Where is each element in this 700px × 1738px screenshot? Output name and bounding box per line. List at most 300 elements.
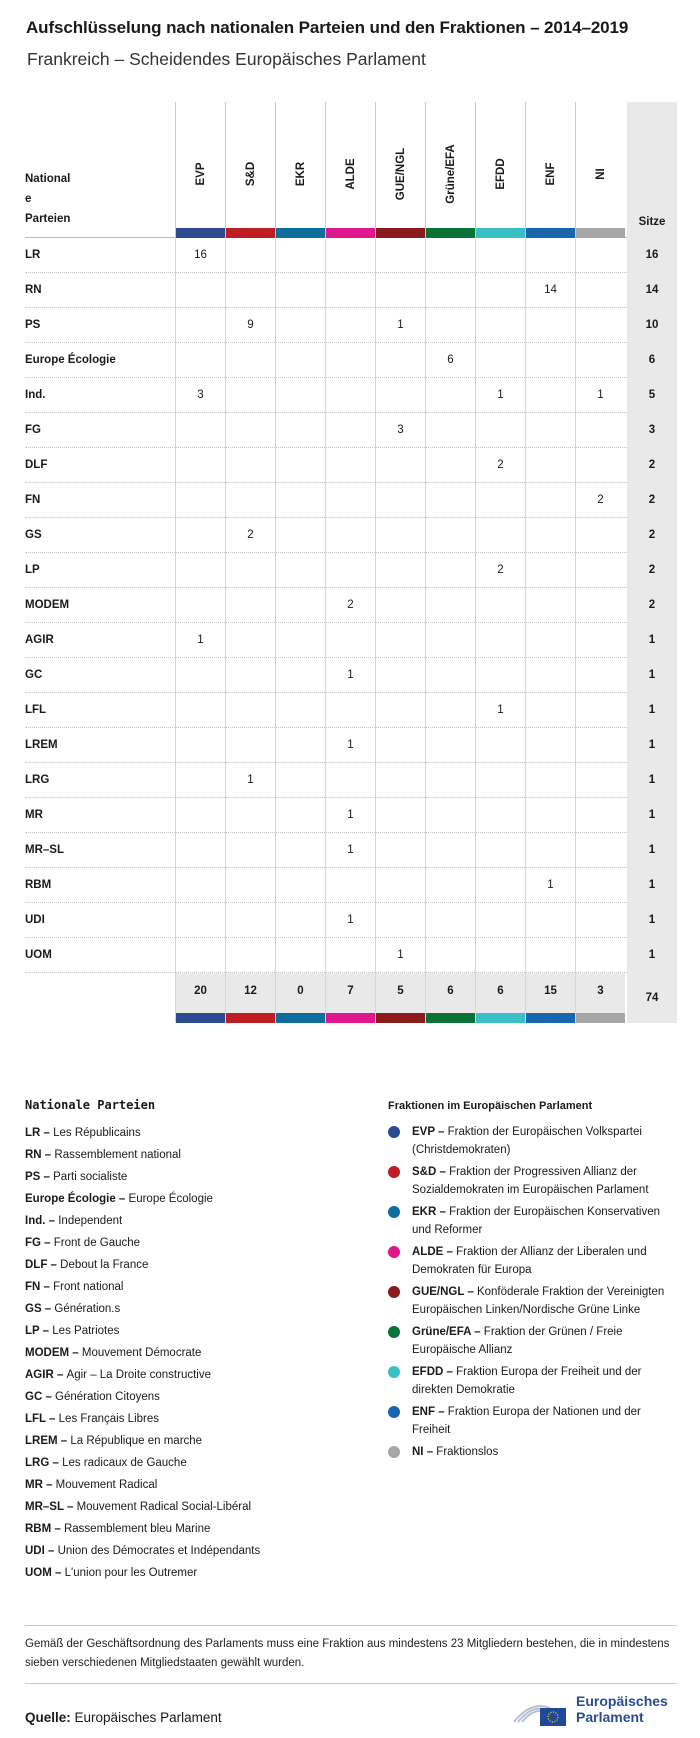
seat-cell: 3 xyxy=(175,378,225,413)
table-row xyxy=(25,553,677,588)
seat-cell xyxy=(425,798,475,833)
seat-cell xyxy=(175,903,225,938)
footnote: Gemäß der Geschäftsordnung des Parlaments muss eine Fraktion aus mindestens 23 Mitgliedern bestehen, die in mindestens sieben verschiedenen Mitgliedstaaten gewählt wurden. xyxy=(25,1625,677,1684)
party-legend-name: L'union pour les Outremer xyxy=(64,1567,198,1579)
seat-cell xyxy=(175,868,225,903)
group-total xyxy=(425,973,475,1023)
group-legend-item xyxy=(388,1403,680,1443)
party-legend-abbr: GS – xyxy=(25,1303,55,1315)
seat-cell xyxy=(375,588,425,623)
row-total: 1 xyxy=(627,658,677,693)
seat-cell xyxy=(425,273,475,308)
seat-cell: 3 xyxy=(375,413,425,448)
seat-cell xyxy=(275,273,325,308)
seat-cell xyxy=(575,413,625,448)
group-column-header xyxy=(325,102,375,238)
seat-cell xyxy=(575,448,625,483)
party-name: LRG xyxy=(25,774,50,786)
seat-cell xyxy=(325,763,375,798)
row-total: 1 xyxy=(627,763,677,798)
seat-cell xyxy=(225,833,275,868)
seat-cell xyxy=(575,868,625,903)
group-color-bar xyxy=(376,228,425,238)
group-color-bar xyxy=(326,228,375,238)
group-color-bar xyxy=(226,228,275,238)
party-legend-heading: Nationale Parteien xyxy=(25,1098,156,1112)
party-legend-item xyxy=(25,1342,365,1364)
seat-cell xyxy=(525,938,575,973)
seat-cell xyxy=(275,903,325,938)
seat-cell: 1 xyxy=(475,378,525,413)
group-legend-abbr: GUE/NGL – xyxy=(412,1286,477,1298)
seat-table xyxy=(25,102,677,1023)
seats-column-header xyxy=(627,102,677,238)
seat-cell: 1 xyxy=(375,308,425,343)
party-legend-abbr: Europe Écologie – xyxy=(25,1193,129,1205)
grand-total: 74 xyxy=(627,973,677,1023)
seat-cell xyxy=(525,623,575,658)
group-color-dot-icon xyxy=(388,1166,400,1178)
party-legend-item xyxy=(25,1122,365,1144)
seat-cell xyxy=(225,693,275,728)
group-column-header xyxy=(475,102,525,238)
seat-cell xyxy=(425,238,475,273)
seat-cell xyxy=(275,448,325,483)
party-legend-name: Union des Démocrates et Indépendants xyxy=(57,1545,261,1557)
seat-cell xyxy=(575,938,625,973)
seat-cell xyxy=(225,273,275,308)
seat-cell xyxy=(275,483,325,518)
table-row xyxy=(25,588,677,623)
party-legend-item xyxy=(25,1452,365,1474)
seat-cell xyxy=(225,238,275,273)
party-legend-abbr: PS – xyxy=(25,1171,54,1183)
party-legend xyxy=(25,1098,365,1584)
group-color-bar xyxy=(576,1013,625,1023)
seat-cell xyxy=(525,238,575,273)
party-legend-item xyxy=(25,1298,365,1320)
party-name: RBM xyxy=(25,879,52,891)
seat-cell xyxy=(325,483,375,518)
seat-cell: 16 xyxy=(175,238,225,273)
seat-cell xyxy=(525,728,575,763)
party-legend-abbr: LP – xyxy=(25,1325,53,1337)
group-color-dot-icon xyxy=(388,1286,400,1298)
party-legend-item xyxy=(25,1496,365,1518)
seat-cell xyxy=(575,833,625,868)
party-name: UOM xyxy=(25,949,52,961)
seat-cell xyxy=(375,343,425,378)
group-color-bar xyxy=(426,228,475,238)
party-legend-name: Mouvement Radical Social-Libéral xyxy=(76,1501,252,1513)
group-legend-heading: Fraktionen im Europäischen Parlament xyxy=(388,1100,593,1112)
seat-cell xyxy=(525,693,575,728)
seat-cell xyxy=(525,763,575,798)
seat-cell xyxy=(525,553,575,588)
group-column-header xyxy=(375,102,425,238)
seat-cell xyxy=(275,413,325,448)
seat-cell xyxy=(275,623,325,658)
seat-cell xyxy=(275,658,325,693)
seat-cell xyxy=(225,903,275,938)
seat-cell xyxy=(275,308,325,343)
source-value: Europäisches Parlament xyxy=(74,1710,222,1725)
row-total: 1 xyxy=(627,868,677,903)
seat-cell xyxy=(325,518,375,553)
party-legend-item xyxy=(25,1210,365,1232)
seat-cell xyxy=(375,798,425,833)
seat-cell xyxy=(325,868,375,903)
group-color-dot-icon xyxy=(388,1206,400,1218)
party-legend-abbr: GC – xyxy=(25,1391,56,1403)
seat-cell xyxy=(475,938,525,973)
seat-cell xyxy=(325,413,375,448)
group-color-bar xyxy=(376,1013,425,1023)
seat-cell xyxy=(475,343,525,378)
seat-cell xyxy=(175,483,225,518)
group-color-dot-icon xyxy=(388,1246,400,1258)
group-total-value: 15 xyxy=(544,985,557,997)
seat-cell xyxy=(525,798,575,833)
row-total: 1 xyxy=(627,623,677,658)
seat-cell: 9 xyxy=(225,308,275,343)
seat-cell: 2 xyxy=(325,588,375,623)
party-legend-abbr: DLF – xyxy=(25,1259,61,1271)
party-legend-item xyxy=(25,1232,365,1254)
party-legend-item xyxy=(25,1474,365,1496)
party-legend-name: Rassemblement bleu Marine xyxy=(63,1523,211,1535)
seat-cell: 1 xyxy=(325,903,375,938)
seat-cell: 1 xyxy=(325,728,375,763)
group-total-value: 3 xyxy=(597,985,604,997)
party-legend-item xyxy=(25,1276,365,1298)
group-header-label: Grüne/EFA xyxy=(444,144,457,204)
seat-cell xyxy=(525,588,575,623)
party-legend-name: Génération Citoyens xyxy=(55,1391,160,1403)
group-column-header xyxy=(275,102,325,238)
party-legend-abbr: MODEM – xyxy=(25,1347,82,1359)
party-legend-item xyxy=(25,1562,365,1584)
seat-cell xyxy=(175,343,225,378)
party-name: MR xyxy=(25,809,43,821)
seat-cell xyxy=(225,413,275,448)
seat-cell xyxy=(375,553,425,588)
party-name: FN xyxy=(25,494,41,506)
seat-cell xyxy=(475,483,525,518)
seat-cell: 1 xyxy=(325,833,375,868)
seat-cell xyxy=(525,658,575,693)
group-color-bar xyxy=(276,1013,325,1023)
seat-cell xyxy=(375,868,425,903)
party-legend-name: Debout la France xyxy=(60,1259,149,1271)
group-legend-name: Konföderale Fraktion der Vereinigten Europäischen Linken/Nordische Grüne Linke xyxy=(412,1286,665,1316)
group-column-header xyxy=(175,102,225,238)
seat-cell xyxy=(425,623,475,658)
logo-line-2: Parlament xyxy=(576,1709,644,1725)
seat-cell xyxy=(175,693,225,728)
party-name: AGIR xyxy=(25,634,54,646)
table-row xyxy=(25,448,677,483)
group-color-bar xyxy=(276,228,325,238)
seat-cell xyxy=(475,238,525,273)
group-legend-name: Fraktion der Europäischen Konservativen und Reformer xyxy=(412,1206,661,1236)
party-name: MODEM xyxy=(25,599,70,611)
group-total xyxy=(375,973,425,1023)
row-total: 1 xyxy=(627,798,677,833)
row-total: 2 xyxy=(627,518,677,553)
seat-cell xyxy=(375,728,425,763)
group-legend-abbr: EKR – xyxy=(412,1206,450,1218)
seat-cell: 1 xyxy=(475,693,525,728)
seat-cell xyxy=(175,588,225,623)
group-legend-name: Fraktion der Progressiven Allianz der Sozialdemokraten im Europäischen Parlament xyxy=(412,1166,649,1196)
seat-cell xyxy=(225,483,275,518)
seat-cell xyxy=(325,623,375,658)
group-legend-item xyxy=(388,1203,680,1243)
group-header-label: GUE/NGL xyxy=(394,147,407,201)
seat-cell xyxy=(175,938,225,973)
party-name: RN xyxy=(25,284,42,296)
row-total: 16 xyxy=(627,238,677,273)
row-total: 10 xyxy=(627,308,677,343)
group-total-value: 5 xyxy=(397,985,404,997)
group-color-dot-icon xyxy=(388,1406,400,1418)
seat-cell xyxy=(175,553,225,588)
party-name: LREM xyxy=(25,739,58,751)
party-legend-item xyxy=(25,1386,365,1408)
seat-cell xyxy=(225,798,275,833)
group-legend-abbr: EFDD – xyxy=(412,1366,457,1378)
seat-cell xyxy=(425,413,475,448)
party-header-line: e xyxy=(25,193,32,205)
group-color-bar xyxy=(176,228,225,238)
seat-cell xyxy=(425,938,475,973)
seat-cell xyxy=(475,833,525,868)
party-legend-item xyxy=(25,1254,365,1276)
seat-cell xyxy=(175,518,225,553)
party-header-line: Parteien xyxy=(25,213,71,225)
seat-cell xyxy=(525,308,575,343)
row-total: 14 xyxy=(627,273,677,308)
group-total xyxy=(175,973,225,1023)
seat-cell: 1 xyxy=(225,763,275,798)
party-legend-abbr: LRG – xyxy=(25,1457,63,1469)
group-legend-item xyxy=(388,1243,680,1283)
seat-cell xyxy=(425,378,475,413)
table-row xyxy=(25,728,677,763)
table-row xyxy=(25,903,677,938)
row-total: 2 xyxy=(627,553,677,588)
row-total: 6 xyxy=(627,343,677,378)
group-header-label: S&D xyxy=(244,161,257,187)
group-header-label: EKR xyxy=(294,161,307,187)
seat-cell xyxy=(275,378,325,413)
seat-cell xyxy=(275,833,325,868)
seat-cell xyxy=(425,518,475,553)
seat-cell xyxy=(175,763,225,798)
group-column-header xyxy=(225,102,275,238)
table-row xyxy=(25,693,677,728)
party-name: PS xyxy=(25,319,41,331)
party-legend-item xyxy=(25,1518,365,1540)
ep-logo xyxy=(510,1690,680,1730)
seat-cell xyxy=(275,728,325,763)
party-legend-abbr: LR – xyxy=(25,1127,54,1139)
seat-cell xyxy=(275,763,325,798)
party-legend-item xyxy=(25,1430,365,1452)
seat-cell xyxy=(475,763,525,798)
seat-cell xyxy=(425,728,475,763)
seat-cell xyxy=(375,658,425,693)
party-header-line: National xyxy=(25,173,71,185)
party-name: FG xyxy=(25,424,41,436)
seat-cell xyxy=(225,938,275,973)
group-total xyxy=(475,973,525,1023)
group-total-value: 6 xyxy=(497,985,504,997)
party-legend-name: Génération.s xyxy=(54,1303,121,1315)
party-legend-abbr: LREM – xyxy=(25,1435,71,1447)
seat-cell xyxy=(525,343,575,378)
party-name: DLF xyxy=(25,459,48,471)
group-legend-name: Fraktion Europa der Freiheit und der direkten Demokratie xyxy=(412,1366,642,1396)
group-header-label: EFDD xyxy=(494,158,507,190)
seat-cell xyxy=(225,448,275,483)
group-color-dot-icon xyxy=(388,1366,400,1378)
party-legend-abbr: Ind. – xyxy=(25,1215,59,1227)
group-legend xyxy=(388,1100,680,1463)
party-legend-abbr: AGIR – xyxy=(25,1369,67,1381)
seat-cell xyxy=(525,518,575,553)
row-total: 2 xyxy=(627,588,677,623)
seat-cell xyxy=(575,553,625,588)
group-legend-item xyxy=(388,1283,680,1323)
seat-cell xyxy=(375,448,425,483)
row-total: 1 xyxy=(627,693,677,728)
seat-cell xyxy=(275,238,325,273)
seat-cell xyxy=(425,308,475,343)
seat-cell xyxy=(325,938,375,973)
party-legend-name: Les Français Libres xyxy=(58,1413,160,1425)
page-subtitle: Frankreich – Scheidendes Europäisches Parlament xyxy=(27,49,426,69)
group-total-value: 12 xyxy=(244,985,257,997)
seat-cell xyxy=(575,273,625,308)
group-total xyxy=(525,973,575,1023)
party-legend-name: Independent xyxy=(58,1215,123,1227)
group-legend-item xyxy=(388,1443,680,1463)
seat-cell xyxy=(375,518,425,553)
page-title: Aufschlüsselung nach nationalen Parteien und den Fraktionen – 2014–2019 xyxy=(26,18,629,37)
party-legend-name: Agir – La Droite constructive xyxy=(66,1369,211,1381)
seat-cell: 1 xyxy=(325,798,375,833)
party-name: GC xyxy=(25,669,43,681)
group-column-header xyxy=(425,102,475,238)
seat-cell xyxy=(475,623,525,658)
seat-cell: 1 xyxy=(325,658,375,693)
party-name: Europe Écologie xyxy=(25,354,116,366)
seat-cell xyxy=(175,273,225,308)
group-column-header xyxy=(575,102,625,238)
party-name: GS xyxy=(25,529,42,541)
seat-cell xyxy=(575,518,625,553)
row-total: 1 xyxy=(627,903,677,938)
group-total xyxy=(275,973,325,1023)
seat-cell xyxy=(475,658,525,693)
seat-cell xyxy=(325,448,375,483)
group-color-dot-icon xyxy=(388,1326,400,1338)
seat-cell xyxy=(575,308,625,343)
party-legend-item xyxy=(25,1408,365,1430)
party-legend-abbr: RBM – xyxy=(25,1523,64,1535)
group-legend-abbr: S&D – xyxy=(412,1166,450,1178)
seat-cell xyxy=(325,343,375,378)
seat-cell xyxy=(425,763,475,798)
group-color-bar xyxy=(326,1013,375,1023)
group-legend-name: Fraktion der Europäischen Volkspartei (Christdemokraten) xyxy=(412,1126,642,1156)
group-column-header xyxy=(525,102,575,238)
group-color-bar xyxy=(226,1013,275,1023)
seat-cell xyxy=(475,903,525,938)
party-column-header xyxy=(25,169,85,229)
group-total-value: 20 xyxy=(194,985,207,997)
seat-cell xyxy=(425,483,475,518)
seat-cell xyxy=(175,308,225,343)
seat-cell xyxy=(425,833,475,868)
party-name: LFL xyxy=(25,704,47,716)
row-total: 3 xyxy=(627,413,677,448)
seat-cell: 6 xyxy=(425,343,475,378)
party-legend-name: Parti socialiste xyxy=(53,1171,128,1183)
group-total xyxy=(225,973,275,1023)
party-legend-abbr: LFL – xyxy=(25,1413,59,1425)
seat-cell xyxy=(575,658,625,693)
seat-cell xyxy=(375,483,425,518)
party-legend-name: Mouvement Radical xyxy=(55,1479,158,1491)
table-row xyxy=(25,868,677,903)
row-total: 2 xyxy=(627,448,677,483)
group-total xyxy=(325,973,375,1023)
seat-cell xyxy=(575,763,625,798)
seat-cell: 2 xyxy=(475,553,525,588)
party-name: Ind. xyxy=(25,389,46,401)
seat-cell xyxy=(225,553,275,588)
seat-cell xyxy=(275,693,325,728)
group-legend-item xyxy=(388,1163,680,1203)
seat-cell: 2 xyxy=(475,448,525,483)
group-total-value: 0 xyxy=(297,985,304,997)
group-color-bar xyxy=(476,1013,525,1023)
seat-cell xyxy=(475,728,525,763)
group-color-bar xyxy=(176,1013,225,1023)
party-legend-name: Front de Gauche xyxy=(53,1237,141,1249)
seat-cell xyxy=(275,938,325,973)
row-total: 2 xyxy=(627,483,677,518)
seat-cell: 1 xyxy=(175,623,225,658)
table-row xyxy=(25,343,677,378)
seat-cell xyxy=(325,308,375,343)
seat-cell xyxy=(225,378,275,413)
seat-cell xyxy=(475,588,525,623)
group-legend-abbr: ALDE – xyxy=(412,1246,457,1258)
group-total xyxy=(575,973,625,1023)
seat-cell xyxy=(475,518,525,553)
seat-cell: 2 xyxy=(225,518,275,553)
group-total-value: 7 xyxy=(347,985,354,997)
table-row xyxy=(25,483,677,518)
group-legend-abbr: ENF – xyxy=(412,1406,448,1418)
table-row xyxy=(25,623,677,658)
group-header-label: ENF xyxy=(544,162,557,186)
seat-cell xyxy=(525,483,575,518)
